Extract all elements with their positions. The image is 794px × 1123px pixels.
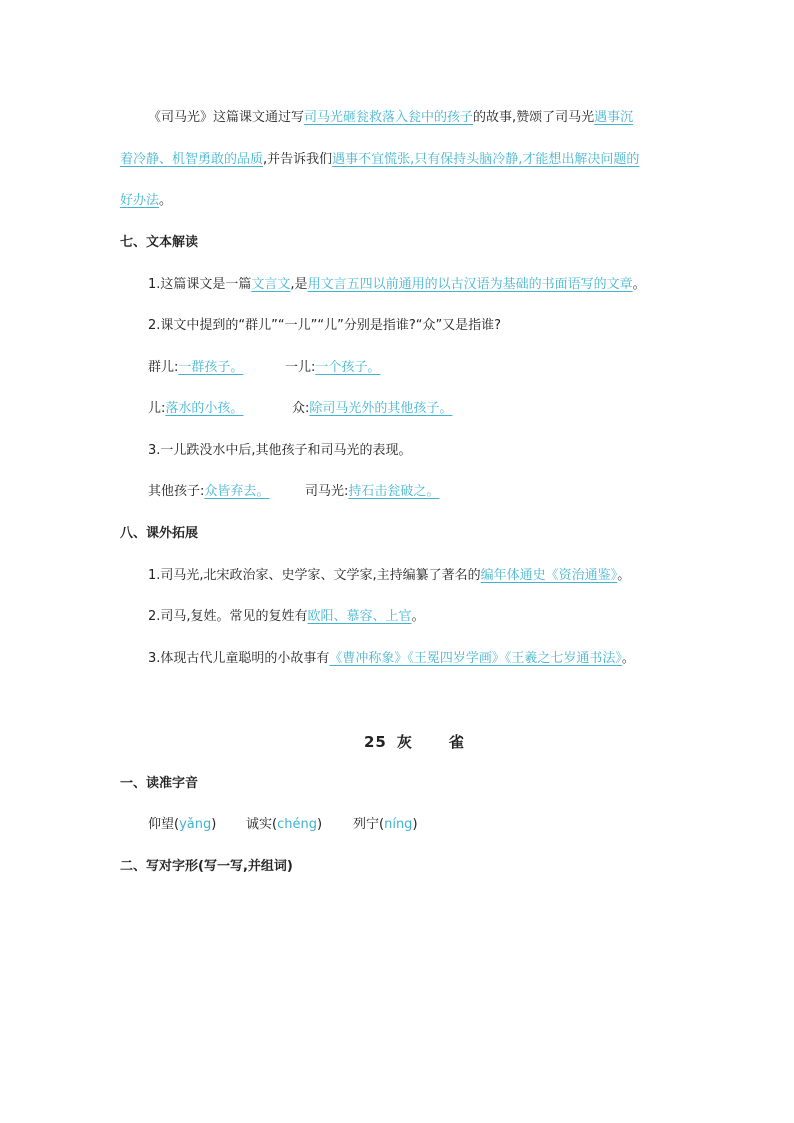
answer: 除司马光外的其他孩子。 <box>309 401 453 416</box>
question-1: 1.这篇课文是一篇文言文,是用文言五四以前通用的以古汉语为基础的书面语写的文章。 <box>148 277 646 292</box>
answer: 文言文 <box>251 277 291 292</box>
answer-row-qun: 群儿:一群孩子。 <box>148 360 244 375</box>
answer: 遇事不宜慌张,只有保持头脑冷静,才能想出解决问题的 <box>332 152 640 167</box>
answer: 编年体通史《资治通鉴》 <box>480 568 618 583</box>
answer-row-zhong: 众:除司马光外的其他孩子。 <box>292 401 453 416</box>
pinyin-word-1: 仰望(yǎng) <box>148 817 217 832</box>
summary-line-1: 《司马光》这篇课文通过写司马光砸瓮救落入瓮中的孩子的故事,赞颂了司马光遇事沉 <box>148 110 634 125</box>
answer: 《曹冲称象》《王冕四岁学画》《王羲之七岁通书法》 <box>329 651 622 666</box>
answer-row-er: 儿:落水的小孩。 <box>148 401 244 416</box>
summary-line-2: 着冷静、机智勇敢的品质,并告诉我们遇事不宜慌张,只有保持头脑冷静,才能想出解决问题的 <box>120 152 640 167</box>
answer: 落水的小孩。 <box>165 401 244 416</box>
answer: 着冷静、机智勇敢的品质 <box>120 152 264 167</box>
answer: 一个孩子。 <box>315 360 381 375</box>
extension-1: 1.司马光,北宋政治家、史学家、文学家,主持编纂了著名的编年体通史《资治通鉴》。 <box>148 568 631 583</box>
answer-row-simaguang: 司马光:持石击瓮破之。 <box>305 484 440 499</box>
question-3: 3.一儿跌没水中后,其他孩子和司马光的表现。 <box>148 443 412 458</box>
summary-line-3: 好办法。 <box>120 193 173 208</box>
answer: 好办法 <box>120 193 160 208</box>
lesson-title: 25 灰 雀 <box>364 733 465 751</box>
answer: 遇事沉 <box>594 110 634 125</box>
question-2: 2.课文中提到的“群儿”“一儿”“儿”分别是指谁?“众”又是指谁? <box>148 318 502 333</box>
answer: 用文言五四以前通用的以古汉语为基础的书面语写的文章 <box>307 277 633 292</box>
answer: 司马光砸瓮救落入瓮中的孩子 <box>304 110 474 125</box>
pinyin-word-3: 列宁(níng) <box>353 817 418 832</box>
pinyin-word-2: 诚实(chéng) <box>246 817 323 832</box>
section-heading-2: 二、写对字形(写一写,并组词) <box>120 859 293 874</box>
section-heading-8: 八、课外拓展 <box>120 526 199 541</box>
answer-row-others: 其他孩子:众皆弃去。 <box>148 484 270 499</box>
answer: 众皆弃去。 <box>204 484 270 499</box>
extension-2: 2.司马,复姓。常见的复姓有欧阳、慕容、上官。 <box>148 609 425 624</box>
section-heading-7: 七、文本解读 <box>120 235 199 250</box>
answer-row-yier: 一儿:一个孩子。 <box>285 360 381 375</box>
answer: 一群孩子。 <box>178 360 244 375</box>
answer: 欧阳、慕容、上官 <box>307 609 412 624</box>
section-heading-1: 一、读准字音 <box>120 776 199 791</box>
extension-3: 3.体现古代儿童聪明的小故事有《曹冲称象》《王冕四岁学画》《王羲之七岁通书法》。 <box>148 651 635 666</box>
answer: 持石击瓮破之。 <box>348 484 440 499</box>
